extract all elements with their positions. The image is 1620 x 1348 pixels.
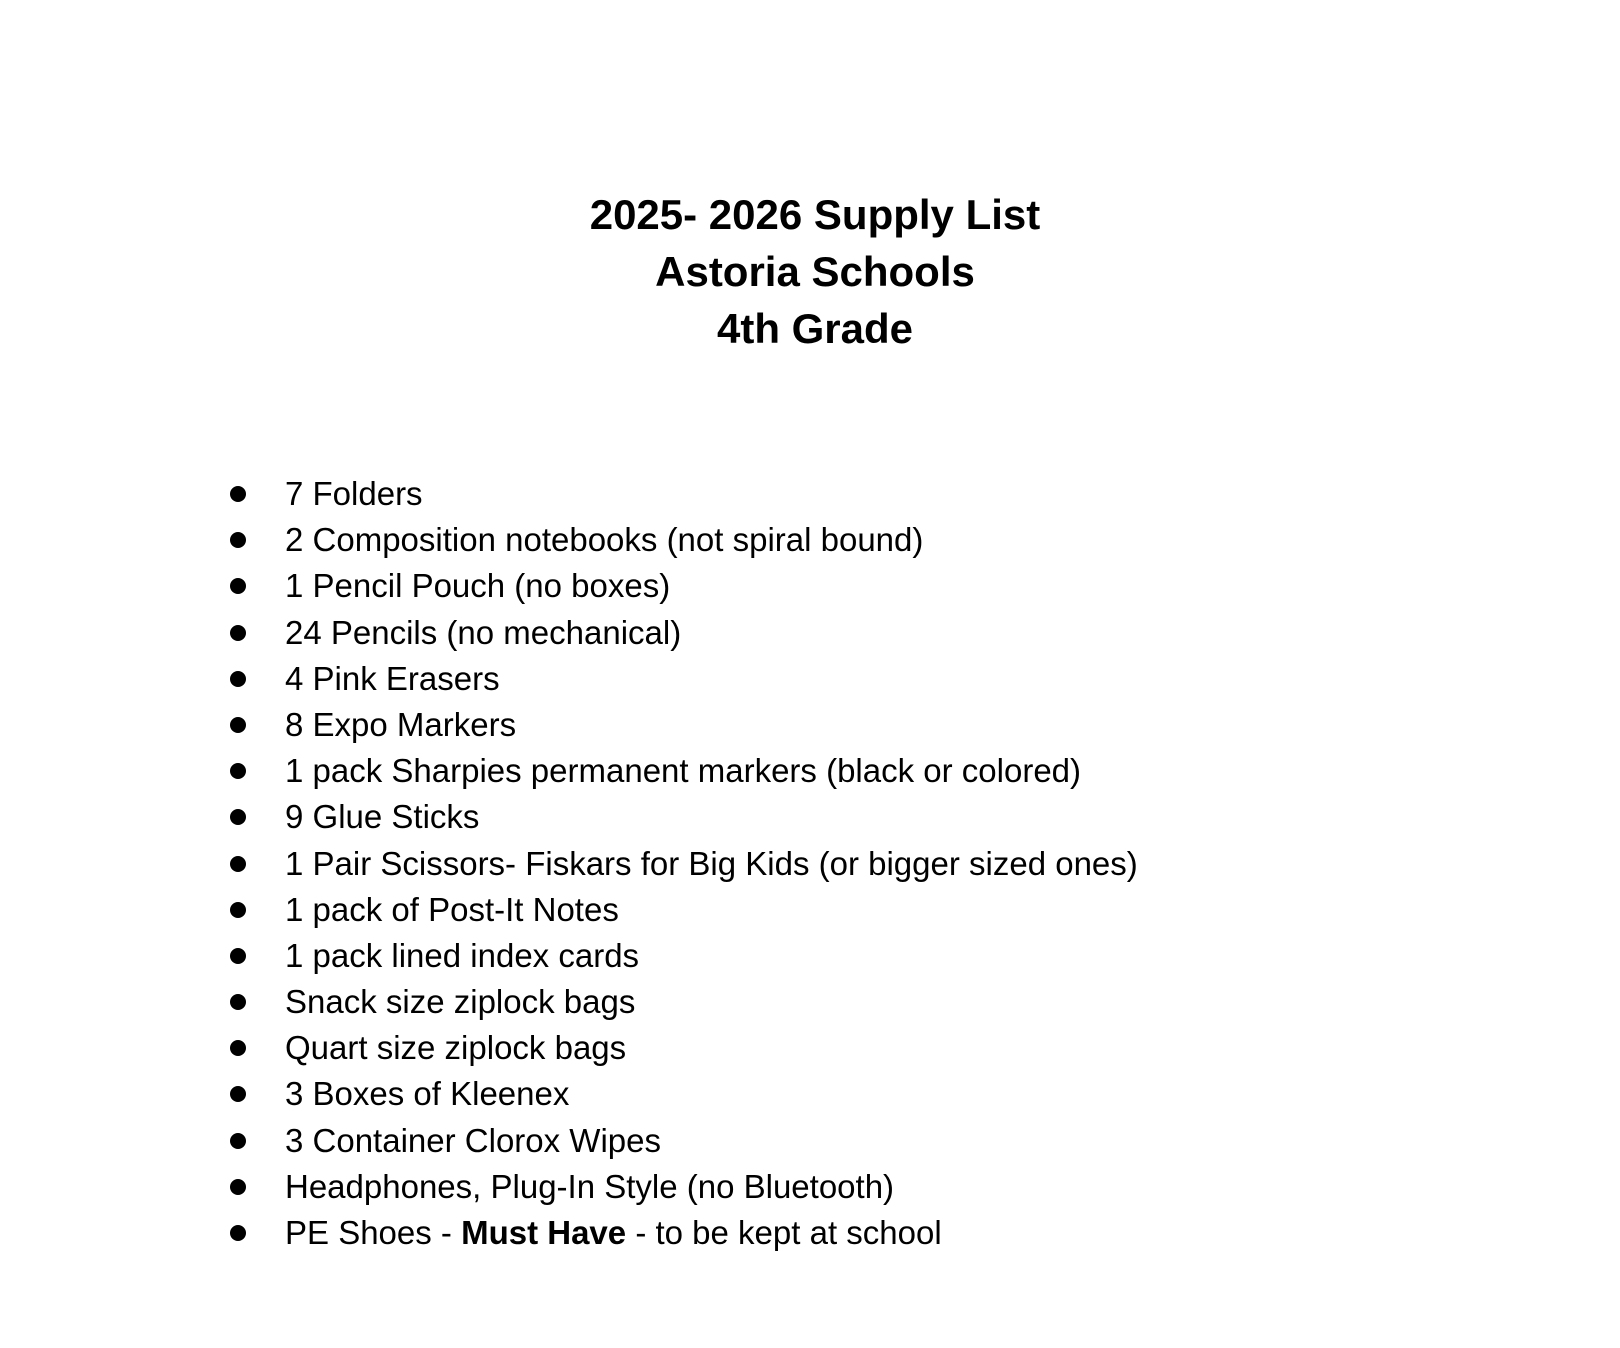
bullet-icon bbox=[230, 671, 246, 687]
list-item bbox=[230, 887, 1138, 933]
bullet-icon bbox=[230, 532, 246, 548]
list-item-text: 7 Folders bbox=[285, 475, 423, 512]
list-item bbox=[230, 1025, 1138, 1071]
must-have-emphasis: Must Have bbox=[461, 1214, 627, 1251]
list-item-text: 3 Boxes of Kleenex bbox=[285, 1075, 570, 1113]
list-item-text: 2 Composition notebooks (not spiral bound) bbox=[285, 521, 924, 559]
list-item bbox=[230, 1071, 1138, 1117]
list-item-text: 8 Expo Markers bbox=[285, 705, 517, 743]
title-school-name: Astoria Schools bbox=[655, 248, 975, 295]
list-item-text: 1 pack Sharpies permanent markers (black or colored) bbox=[285, 752, 1082, 790]
bullet-icon bbox=[230, 625, 246, 641]
bullet-icon bbox=[230, 1086, 246, 1102]
list-item bbox=[230, 471, 1138, 517]
list-item-text: 1 Pair Scissors- Fiskars for Big Kids (or bigger sized ones) bbox=[285, 844, 1138, 882]
list-item-text: Headphones, Plug-In Style (no Bluetooth) bbox=[285, 1167, 895, 1205]
list-item-text: 1 Pencil Pouch (no boxes) bbox=[285, 567, 671, 605]
title-supply-list: 2025- 2026 Supply List bbox=[589, 191, 1041, 238]
list-item bbox=[230, 841, 1138, 887]
list-item-pe-shoes bbox=[230, 1210, 1138, 1256]
bullet-icon bbox=[230, 717, 246, 733]
list-item bbox=[230, 1164, 1138, 1210]
list-item bbox=[230, 933, 1138, 979]
bullet-icon bbox=[230, 1133, 246, 1149]
bullet-icon bbox=[230, 486, 246, 502]
title-grade: 4th Grade bbox=[716, 305, 914, 352]
bullet-icon bbox=[230, 856, 246, 872]
list-item-text: 9 Glue Sticks bbox=[285, 798, 480, 836]
bullet-icon bbox=[230, 948, 246, 964]
list-item bbox=[230, 610, 1138, 656]
list-item-text: 1 pack of Post-It Notes bbox=[285, 890, 619, 928]
list-item bbox=[230, 517, 1138, 563]
list-item-text: Snack size ziplock bags bbox=[285, 983, 636, 1021]
list-item-text: 3 Container Clorox Wipes bbox=[285, 1121, 661, 1159]
list-item-text: 1 pack lined index cards bbox=[285, 936, 640, 974]
supply-list bbox=[230, 471, 1138, 1256]
list-item bbox=[230, 702, 1138, 748]
list-item-text bbox=[285, 1214, 942, 1251]
list-item bbox=[230, 1118, 1138, 1164]
list-item-text: 4 Pink Erasers bbox=[285, 659, 500, 697]
list-item bbox=[230, 563, 1138, 609]
pe-shoes-prefix: PE Shoes - bbox=[285, 1214, 462, 1251]
bullet-icon bbox=[230, 1040, 246, 1056]
bullet-icon bbox=[230, 578, 246, 594]
pe-shoes-suffix: - to be kept at school bbox=[626, 1214, 942, 1251]
list-item-text: Quart size ziplock bags bbox=[285, 1029, 627, 1067]
list-item bbox=[230, 794, 1138, 840]
list-item bbox=[230, 748, 1138, 794]
bullet-icon bbox=[230, 902, 246, 918]
list-item bbox=[230, 979, 1138, 1025]
bullet-icon bbox=[230, 994, 246, 1010]
bullet-icon bbox=[230, 809, 246, 825]
bullet-icon bbox=[230, 1225, 246, 1241]
list-item bbox=[230, 656, 1138, 702]
bullet-icon bbox=[230, 763, 246, 779]
bullet-icon bbox=[230, 1179, 246, 1195]
document-header bbox=[0, 186, 1620, 357]
list-item-text: 24 Pencils (no mechanical) bbox=[285, 613, 682, 651]
